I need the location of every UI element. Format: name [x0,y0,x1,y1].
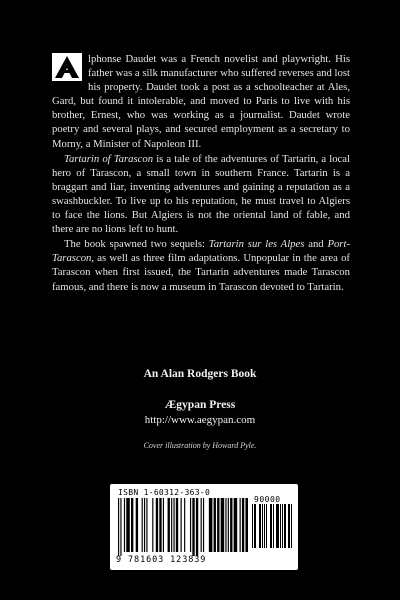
book-description [52,52,350,294]
paragraph-1-text: lphonse Daudet was a French novelist and playwright. His father was a silk manufacturer who suffered reverses and lost his property. Daudet took a post as a schoolteacher at Ales, Gard, but found it intolerable, and moved to Paris to live with his brother, Ernest, who was working as a journalist. Daudet wrote poetry and several plays, and secured employment as a secretary to Morny, a Minister of Napoleon III. [52,53,350,150]
book-title-italic: Tartarin of Tarascon [64,152,154,165]
addon-digits: 90000 [254,495,281,504]
paragraph-3-text-c: , as well as three film adaptations. Unpopular in the area of Tarascon when first issued, the Tartarin adventures made Tarascon famous, and there is now a museum in Tarascon devoted to Tartarin. [52,252,350,293]
ean-digits: 9 781603 123839 [116,555,207,565]
barcode-bars [118,498,248,556]
press-name: Ægypan Press [164,399,236,411]
isbn-barcode [110,484,298,570]
cover-credit: Cover illustration by Howard Pyle. [143,441,257,450]
paragraph-3-text-b: and [304,238,328,251]
sequel-2-title: Port-Tarascon [52,238,350,265]
paragraph-3-text-a: The book spawned two sequels: [64,238,209,251]
imprint-line: An Alan Rodgers Book [143,368,257,380]
description-paragraph-2 [52,152,350,237]
isbn-label: ISBN 1-60312-363-0 [118,488,211,497]
barcode-addon-bars [252,504,292,554]
sequel-1-title: Tartarin sur les Alpes [208,238,305,251]
description-paragraph-1 [52,52,350,151]
dropcap-a-icon [52,53,82,81]
description-paragraph-3 [52,237,350,293]
publisher-block [0,368,400,450]
paragraph-2-text: is a tale of the adventures of Tartarin, a local hero of Tarascon, a small town in southern France. Tartarin is a braggart and liar, inventing adventures and gaining a reputation as a swashbuckler. To live up to his reputation, he must travel to Algiers to face the lions. But Algiers is not the oriental land of fable, and there are no lions left to hunt. [52,152,350,236]
publisher-url: http://www.aegypan.com [144,414,256,426]
